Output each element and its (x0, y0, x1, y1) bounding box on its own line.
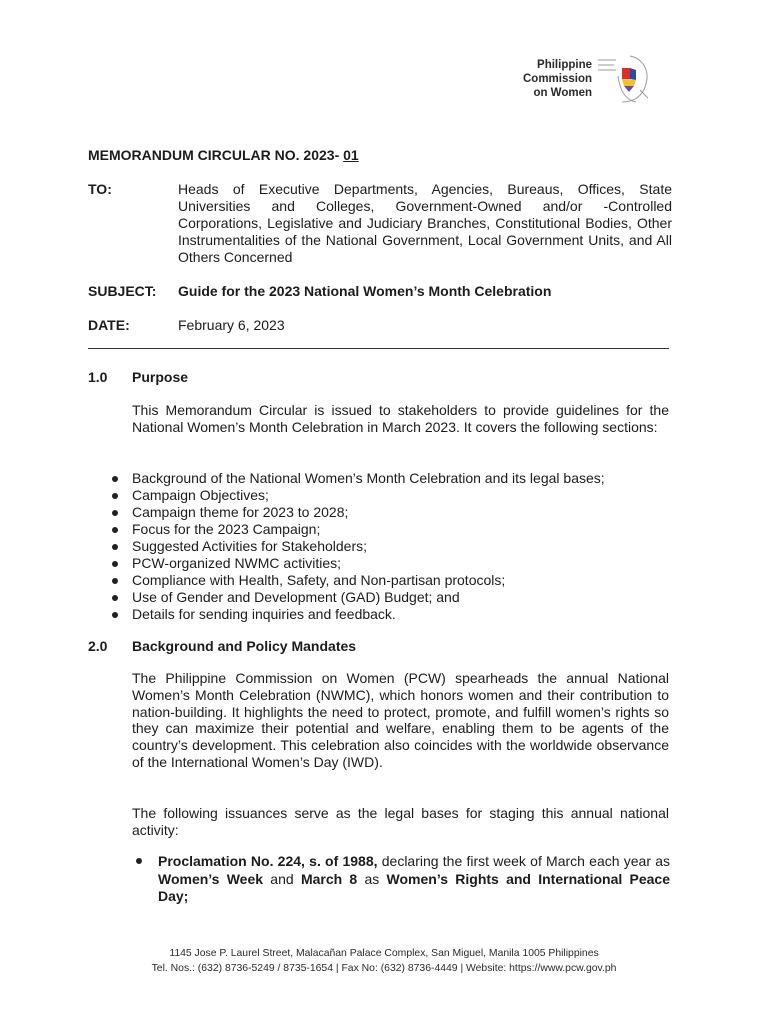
list-item (110, 538, 670, 555)
to-recipients: Heads of Executive Departments, Agencies, Bureaus, Offices, State Universities and Colleges, Government-Owned and/or -Controlled Corporations, Legislative and Judiciary Branches, Constitutional Bodies, Other Instrumentalities of the National Government, Local Government Units, and All Others Concerned (178, 181, 672, 265)
pcw-logo-icon (596, 52, 654, 106)
bullet-icon (112, 612, 118, 618)
org-name-line-3: on Women (533, 87, 592, 99)
bullet-icon (136, 858, 142, 864)
bullet-icon (112, 595, 118, 601)
org-name (472, 58, 592, 100)
list-item (110, 487, 670, 504)
list-item-text: Campaign Objectives; (132, 487, 269, 503)
list-item (110, 606, 670, 623)
bullet-icon (112, 493, 118, 499)
list-item-text: Compliance with Health, Safety, and Non-partisan protocols; (132, 572, 506, 588)
list-item-text: PCW-organized NWMC activities; (132, 555, 342, 571)
section-2-paragraph-2: The following issuances serve as the legal bases for staging this annual national activity: (132, 805, 669, 838)
list-item-text: Background of the National Women’s Month Celebration and its legal bases; (132, 470, 605, 486)
date-text: February 6, 2023 (178, 317, 285, 333)
bullet-icon (112, 527, 118, 533)
list-item-text: Campaign theme for 2023 to 2028; (132, 504, 349, 520)
section-2-title: Background and Policy Mandates (132, 638, 357, 654)
legal-bold-4: Women’s Rights and International Peace Day; (158, 870, 670, 904)
section-1-title: Purpose (132, 369, 189, 385)
section-2-paragraph-1: The Philippine Commission on Women (PCW) spearheads the annual National Women’s Month Celebration (NWMC), which honors women and their contribution to nation-building. It highlights the need to protect, promote, and fulfill women’s rights so they can maximize their potential and welfare, enabling them to be agents of the country’s development. This celebration also coincides with the worldwide observance of the International Women’s Day (IWD). (132, 670, 669, 770)
legal-bold-1: Proclamation No. 224, s. of 1988, (158, 853, 378, 869)
list-item (110, 521, 670, 538)
footer-address: 1145 Jose P. Laurel Street, Malacañan Palace Complex, San Miguel, Manila 1005 Philippines (169, 948, 599, 959)
list-item-text: Focus for the 2023 Campaign; (132, 521, 321, 537)
bullet-icon (112, 476, 118, 482)
list-item (110, 504, 670, 521)
section-1-bullet-list (110, 470, 670, 623)
list-item (110, 555, 670, 572)
date-label: DATE: (88, 317, 130, 333)
legal-basis-item (138, 853, 670, 906)
divider-line (88, 348, 669, 349)
section-2-number: 2.0 (88, 638, 108, 654)
subject-text: Guide for the 2023 National Women’s Month Celebration (178, 283, 552, 299)
memo-title-prefix: MEMORANDUM CIRCULAR NO. 2023- (88, 147, 340, 163)
footer-contact: Tel. Nos.: (632) 8736-5249 / 8735-1654 | Fax No: (632) 8736-4449 | Website: https://www.pcw.gov.ph (151, 963, 617, 974)
list-item-text: Suggested Activities for Stakeholders; (132, 538, 368, 554)
section-1-paragraph: This Memorandum Circular is issued to stakeholders to provide guidelines for the National Women’s Month Celebration in March 2023. It covers the following sections: (132, 402, 669, 435)
to-label: TO: (88, 181, 112, 197)
legal-text-3: as (357, 870, 387, 887)
org-name-line-2: Commission (522, 73, 592, 85)
legal-bold-2: Women’s Week (158, 870, 264, 887)
memo-title (88, 147, 359, 163)
list-item-text: Details for sending inquiries and feedback. (132, 606, 396, 622)
legal-text-2: and (263, 870, 301, 887)
org-name-line-1: Philippine (537, 59, 592, 71)
memo-number: 01 (343, 147, 359, 163)
subject-label: SUBJECT: (88, 283, 157, 299)
section-1-number: 1.0 (88, 369, 108, 385)
bullet-icon (112, 578, 118, 584)
list-item (110, 470, 670, 487)
legal-text-1: declaring the first week of March each year as (377, 853, 670, 869)
bullet-icon (112, 561, 118, 567)
legal-bold-3: March 8 (300, 870, 358, 887)
list-item-text: Use of Gender and Development (GAD) Budget; and (132, 589, 460, 605)
bullet-icon (112, 544, 118, 550)
bullet-icon (112, 510, 118, 516)
list-item (110, 572, 670, 589)
list-item (110, 589, 670, 606)
